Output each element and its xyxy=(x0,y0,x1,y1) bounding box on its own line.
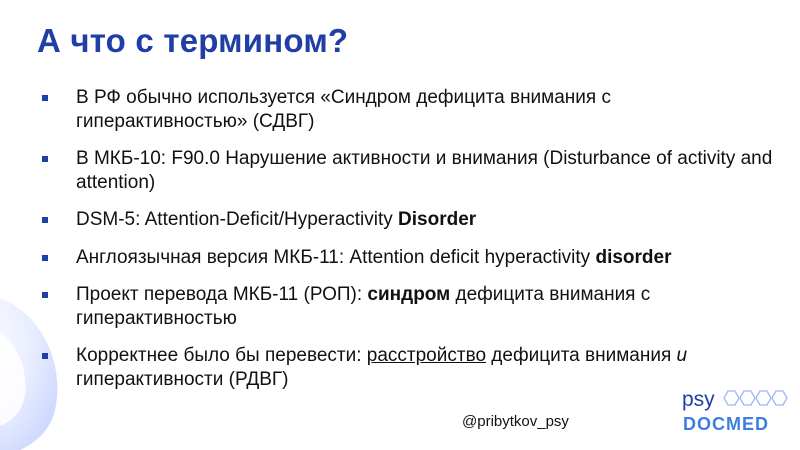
bullet-marker-icon xyxy=(42,95,48,101)
bullet-text-segment: гиперактивности (РДВГ) xyxy=(76,368,289,390)
bullet-marker-icon xyxy=(42,156,48,162)
bullet-marker-icon xyxy=(42,217,48,223)
bullet-item xyxy=(40,344,780,391)
bullet-text-segment: В МКБ-10: F90.0 Нарушение активности и внимания (Disturbance of activity and attention) xyxy=(76,148,773,193)
bullet-marker-icon xyxy=(42,353,48,359)
logo-docmed-text: DOCMED xyxy=(683,414,769,434)
docmed-logo xyxy=(680,388,790,440)
bullet-item xyxy=(40,86,780,133)
bullet-text-segment: Disorder xyxy=(398,209,477,230)
bullet-item xyxy=(40,208,780,232)
bullet-marker-icon xyxy=(42,292,48,298)
bullet-text-segment: дефицита внимания xyxy=(486,345,677,366)
bullet-text-segment: Корректнее было бы перевести: xyxy=(76,345,367,366)
bullet-text-segment: дефицита внимания с гиперактивностью xyxy=(76,284,651,329)
bullet-list xyxy=(40,86,780,405)
bullet-text-segment: Проект перевода МКБ-11 (РОП): xyxy=(76,284,368,305)
logo-psy-text: psy xyxy=(682,388,715,411)
molecule-icon xyxy=(720,388,790,414)
bullet-item xyxy=(40,283,780,330)
bullet-marker-icon xyxy=(42,255,48,261)
bullet-text-segment: Англоязычная версия МКБ-11: Attention deficit hyperactivity xyxy=(76,246,596,268)
bullet-text-segment: и xyxy=(676,345,688,366)
bullet-item xyxy=(40,246,780,270)
bullet-text-segment: DSM-5: Attention-Deficit/Hyperactivity xyxy=(76,209,399,230)
slide-title: А что с термином? xyxy=(37,22,349,59)
bullet-item xyxy=(40,147,780,194)
bullet-text-segment: синдром xyxy=(367,284,451,305)
bullet-text-segment: расстройство xyxy=(366,345,487,366)
bullet-text-segment: disorder xyxy=(595,246,672,268)
author-handle: @pribytkov_psy xyxy=(462,413,569,430)
bullet-text-segment: В РФ обычно используется «Синдром дефицита внимания с гиперактивностью» (СДВГ) xyxy=(76,87,611,132)
